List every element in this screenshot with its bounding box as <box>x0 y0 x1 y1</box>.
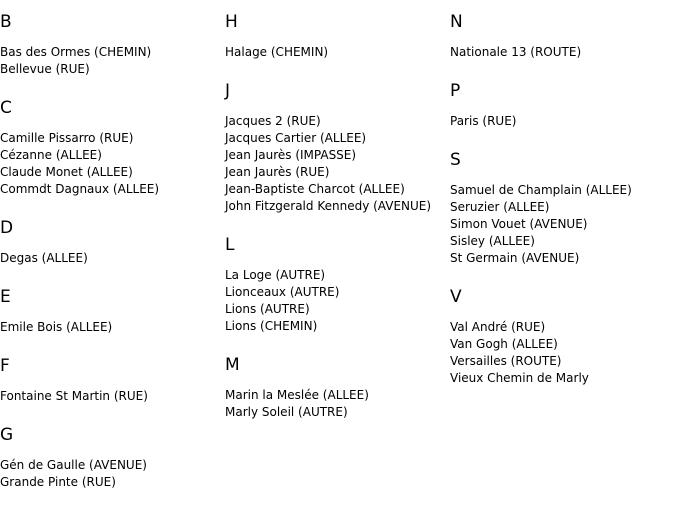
list-item <box>225 267 449 284</box>
street-link[interactable]: Vieux Chemin de Marly <box>450 371 589 385</box>
list-item <box>225 44 449 61</box>
list-item <box>225 130 449 147</box>
list-item <box>225 198 449 215</box>
list-item <box>0 61 224 78</box>
street-link[interactable]: Jacques Cartier (ALLEE) <box>225 131 367 145</box>
street-list <box>0 44 224 78</box>
street-link[interactable]: La Loge (AUTRE) <box>225 268 326 282</box>
list-item <box>450 250 674 267</box>
list-item <box>225 301 449 318</box>
street-link[interactable]: Commdt Dagnaux (ALLEE) <box>0 182 160 196</box>
street-link[interactable]: Bas des Ormes (CHEMIN) <box>0 45 152 59</box>
list-item <box>450 44 674 61</box>
street-link[interactable]: Lions (CHEMIN) <box>225 319 318 333</box>
street-link[interactable]: St Germain (AVENUE) <box>450 251 580 265</box>
letter-heading: N <box>450 12 463 32</box>
letter-group-d <box>0 218 224 267</box>
street-link[interactable]: Bellevue (RUE) <box>0 62 90 76</box>
letter-heading: H <box>225 12 238 32</box>
letter-heading: F <box>0 356 10 376</box>
list-item <box>450 216 674 233</box>
list-item <box>450 182 674 199</box>
street-index-column-3 <box>450 12 674 387</box>
letter-heading: B <box>0 12 12 32</box>
letter-group-s <box>450 150 674 267</box>
list-item <box>0 388 224 405</box>
list-item <box>225 164 449 181</box>
letter-group-f <box>0 356 224 405</box>
letter-group-c <box>0 98 224 198</box>
letter-group-b <box>0 12 224 78</box>
street-link[interactable]: Jean Jaurès (IMPASSE) <box>225 148 357 162</box>
street-link[interactable]: Van Gogh (ALLEE) <box>450 337 558 351</box>
street-link[interactable]: Grande Pinte (RUE) <box>0 475 116 489</box>
letter-heading: M <box>225 355 240 375</box>
list-item <box>450 319 674 336</box>
street-link[interactable]: Sisley (ALLEE) <box>450 234 535 248</box>
street-link[interactable]: Lions (AUTRE) <box>225 302 310 316</box>
list-item <box>0 250 224 267</box>
street-link[interactable]: Marin la Meslée (ALLEE) <box>225 388 369 402</box>
list-item <box>225 181 449 198</box>
list-item <box>450 199 674 216</box>
street-link[interactable]: Samuel de Champlain (ALLEE) <box>450 183 632 197</box>
letter-group-h <box>225 12 449 61</box>
street-list <box>0 130 224 198</box>
list-item <box>0 457 224 474</box>
list-item <box>225 147 449 164</box>
list-item <box>225 318 449 335</box>
letter-group-v <box>450 287 674 387</box>
letter-group-j <box>225 81 449 215</box>
street-list <box>450 44 674 61</box>
letter-group-e <box>0 287 224 336</box>
list-item <box>225 113 449 130</box>
street-link[interactable]: Jacques 2 (RUE) <box>225 114 321 128</box>
list-item <box>0 181 224 198</box>
street-link[interactable]: Paris (RUE) <box>450 114 517 128</box>
street-list <box>0 250 224 267</box>
street-link[interactable]: Fontaine St Martin (RUE) <box>0 389 148 403</box>
street-list <box>0 388 224 405</box>
street-link[interactable]: Emile Bois (ALLEE) <box>0 320 113 334</box>
street-link[interactable]: Marly Soleil (AUTRE) <box>225 405 348 419</box>
street-link[interactable]: Versailles (ROUTE) <box>450 354 562 368</box>
street-list <box>225 387 449 421</box>
street-link[interactable]: Nationale 13 (ROUTE) <box>450 45 582 59</box>
street-link[interactable]: Lionceaux (AUTRE) <box>225 285 340 299</box>
letter-heading: J <box>225 81 231 101</box>
letter-heading: S <box>450 150 461 170</box>
letter-heading: L <box>225 235 235 255</box>
street-index-column-2 <box>225 12 449 421</box>
street-link[interactable]: Degas (ALLEE) <box>0 251 88 265</box>
list-item <box>0 164 224 181</box>
street-link[interactable]: Gén de Gaulle (AVENUE) <box>0 458 147 472</box>
street-link[interactable]: Camille Pissarro (RUE) <box>0 131 134 145</box>
street-link[interactable]: Halage (CHEMIN) <box>225 45 329 59</box>
letter-group-p <box>450 81 674 130</box>
letter-heading: P <box>450 81 461 101</box>
list-item <box>450 233 674 250</box>
street-list <box>225 113 449 215</box>
list-item <box>0 319 224 336</box>
street-link[interactable]: Seruzier (ALLEE) <box>450 200 550 214</box>
street-link[interactable]: Val André (RUE) <box>450 320 546 334</box>
street-link[interactable]: Jean-Baptiste Charcot (ALLEE) <box>225 182 405 196</box>
street-link[interactable]: Claude Monet (ALLEE) <box>0 165 133 179</box>
street-list <box>0 457 224 491</box>
street-link[interactable]: Simon Vouet (AVENUE) <box>450 217 588 231</box>
street-list <box>0 319 224 336</box>
list-item <box>225 387 449 404</box>
street-list <box>450 182 674 267</box>
street-link[interactable]: John Fitzgerald Kennedy (AVENUE) <box>225 199 432 213</box>
letter-group-g <box>0 425 224 491</box>
street-list <box>450 113 674 130</box>
list-item <box>450 370 674 387</box>
street-link[interactable]: Jean Jaurès (RUE) <box>225 165 330 179</box>
letter-heading: E <box>0 287 11 307</box>
letter-group-n <box>450 12 674 61</box>
letter-group-m <box>225 355 449 421</box>
letter-heading: D <box>0 218 14 238</box>
list-item <box>0 147 224 164</box>
letter-group-l <box>225 235 449 335</box>
street-list <box>450 319 674 387</box>
list-item <box>0 130 224 147</box>
letter-heading: V <box>450 287 462 307</box>
street-list <box>225 44 449 61</box>
street-link[interactable]: Cézanne (ALLEE) <box>0 148 102 162</box>
street-list <box>225 267 449 335</box>
list-item <box>450 336 674 353</box>
list-item <box>450 113 674 130</box>
street-index-column-1 <box>0 12 224 491</box>
letter-heading: C <box>0 98 12 118</box>
list-item <box>225 284 449 301</box>
list-item <box>0 474 224 491</box>
list-item <box>450 353 674 370</box>
list-item <box>225 404 449 421</box>
letter-heading: G <box>0 425 14 445</box>
list-item <box>0 44 224 61</box>
